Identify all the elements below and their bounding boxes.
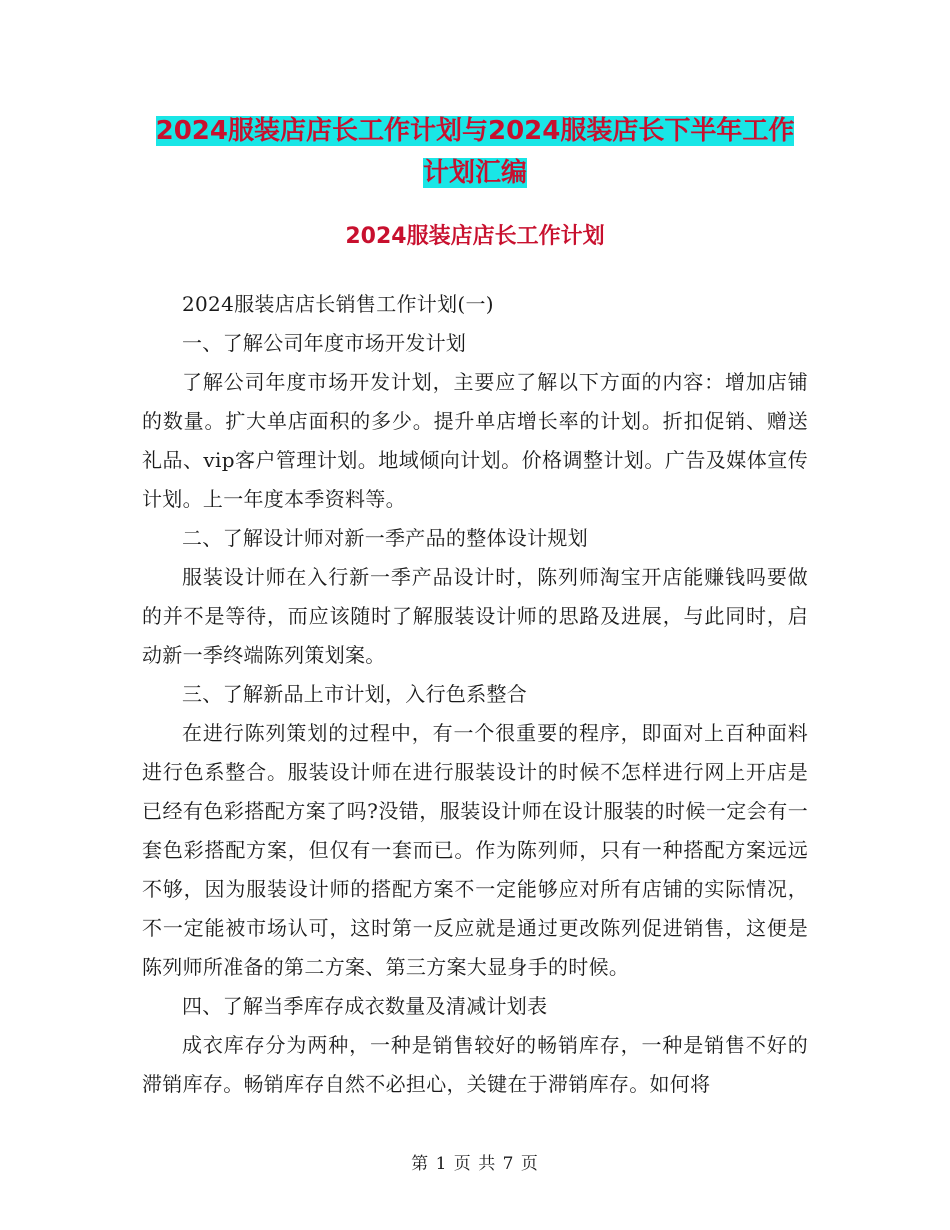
paragraph: 了解公司年度市场开发计划，主要应了解以下方面的内容：增加店铺的数量。扩大单店面积的多少。提升单店增长率的计划。折扣促销、赠送礼品、vip客户管理计划。地域倾向计划。价格调整计划。广告及媒体宣传计划。上一年度本季资料等。 [142, 370, 808, 511]
paragraph: 三、了解新品上市计划，入行色系整合 [182, 682, 528, 706]
paragraph: 服装设计师在入行新一季产品设计时，陈列师淘宝开店能赚钱吗要做的并不是等待，而应该随时了解服装设计师的思路及进展，与此同时，启动新一季终端陈列策划案。 [142, 565, 808, 667]
document-title-line2: 计划汇编 [422, 158, 527, 188]
paragraph: 2024服装店店长销售工作计划(一) [182, 292, 494, 316]
paragraph: 二、了解设计师对新一季产品的整体设计规划 [182, 526, 588, 550]
paragraph: 一、了解公司年度市场开发计划 [182, 331, 467, 355]
document-title-line1: 2024服装店店长工作计划与2024服装店长下半年工作 [155, 116, 795, 146]
paragraph: 成衣库存分为两种，一种是销售较好的畅销库存，一种是销售不好的滞销库存。畅销库存自然不必担心，关键在于滞销库存。如何将 [142, 1033, 808, 1096]
section-title: 2024服装店店长工作计划 [345, 224, 605, 249]
paragraph: 在进行陈列策划的过程中，有一个很重要的程序，即面对上百种面料进行色系整合。服装设计师在进行服装设计的时候不怎样进行网上开店是已经有色彩搭配方案了吗?没错，服装设计师在设计服装的时候一定会有一套色彩搭配方案，但仅有一套而已。作为陈列师，只有一种搭配方案远远不够，因为服装设计师的搭配方案不一定能够应对所有店铺的实际情况，不一定能被市场认可，这时第一反应就是通过更改陈列促进销售，这便是陈列师所准备的第二方案、第三方案大显身手的时候。 [142, 721, 808, 979]
document-title [140, 110, 810, 194]
page-footer: 第 1 页 共 7 页 [411, 1154, 539, 1174]
paragraph: 四、了解当季库存成衣数量及清减计划表 [182, 994, 548, 1018]
document-body [142, 285, 808, 1104]
